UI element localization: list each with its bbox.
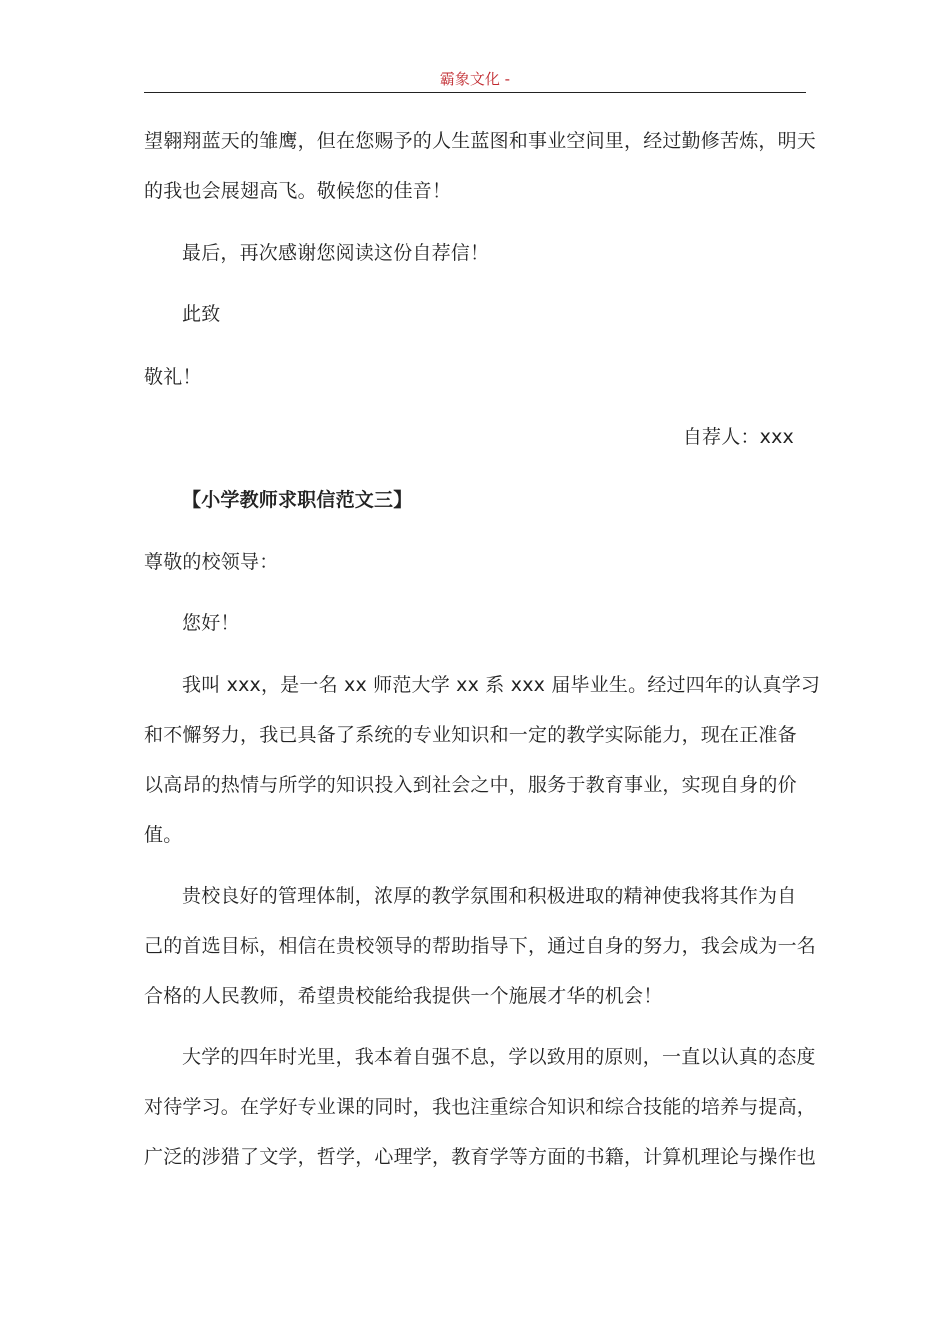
page-header (144, 62, 806, 93)
body-line: 我叫 xxx，是一名 xx 师范大学 xx 系 xxx 届毕业生。经过四年的认真学习 (182, 674, 821, 696)
greeting-recipient: 尊敬的校领导： (144, 551, 279, 573)
greeting: 您好！ (182, 612, 240, 634)
signature: 自荐人：xxx (682, 426, 794, 448)
section-heading: 【小学教师求职信范文三】 (182, 489, 413, 511)
body-line: 以高昂的热情与所学的知识投入到社会之中，服务于教育事业，实现自身的价 (144, 774, 797, 796)
regards: 敬礼！ (144, 366, 202, 388)
header-title: 霸象文化 - (439, 70, 511, 88)
closing-thanks: 最后，再次感谢您阅读这份自荐信！ (182, 242, 490, 264)
body-line: 贵校良好的管理体制，浓厚的教学氛围和积极进取的精神使我将其作为自 (182, 885, 797, 907)
body-line: 己的首选目标，相信在贵校领导的帮助指导下，通过自身的努力，我会成为一名 (144, 935, 817, 957)
body-line: 望翱翔蓝天的雏鹰，但在您赐予的人生蓝图和事业空间里，经过勤修苦炼，明天 (144, 130, 817, 152)
body-line: 对待学习。在学好专业课的同时，我也注重综合知识和综合技能的培养与提高， (144, 1096, 817, 1118)
body-line: 大学的四年时光里，我本着自强不息，学以致用的原则，一直以认真的态度 (182, 1046, 816, 1068)
body-line: 合格的人民教师，希望贵校能给我提供一个施展才华的机会！ (144, 985, 663, 1007)
body-line: 广泛的涉猎了文学，哲学，心理学，教育学等方面的书籍，计算机理论与操作也 (144, 1146, 817, 1168)
body-line: 和不懈努力，我已具备了系统的专业知识和一定的教学实际能力，现在正准备 (144, 724, 797, 746)
body-line: 值。 (144, 824, 183, 846)
salutation-close: 此致 (182, 303, 221, 325)
body-line: 的我也会展翅高飞。敬候您的佳音！ (144, 180, 452, 202)
